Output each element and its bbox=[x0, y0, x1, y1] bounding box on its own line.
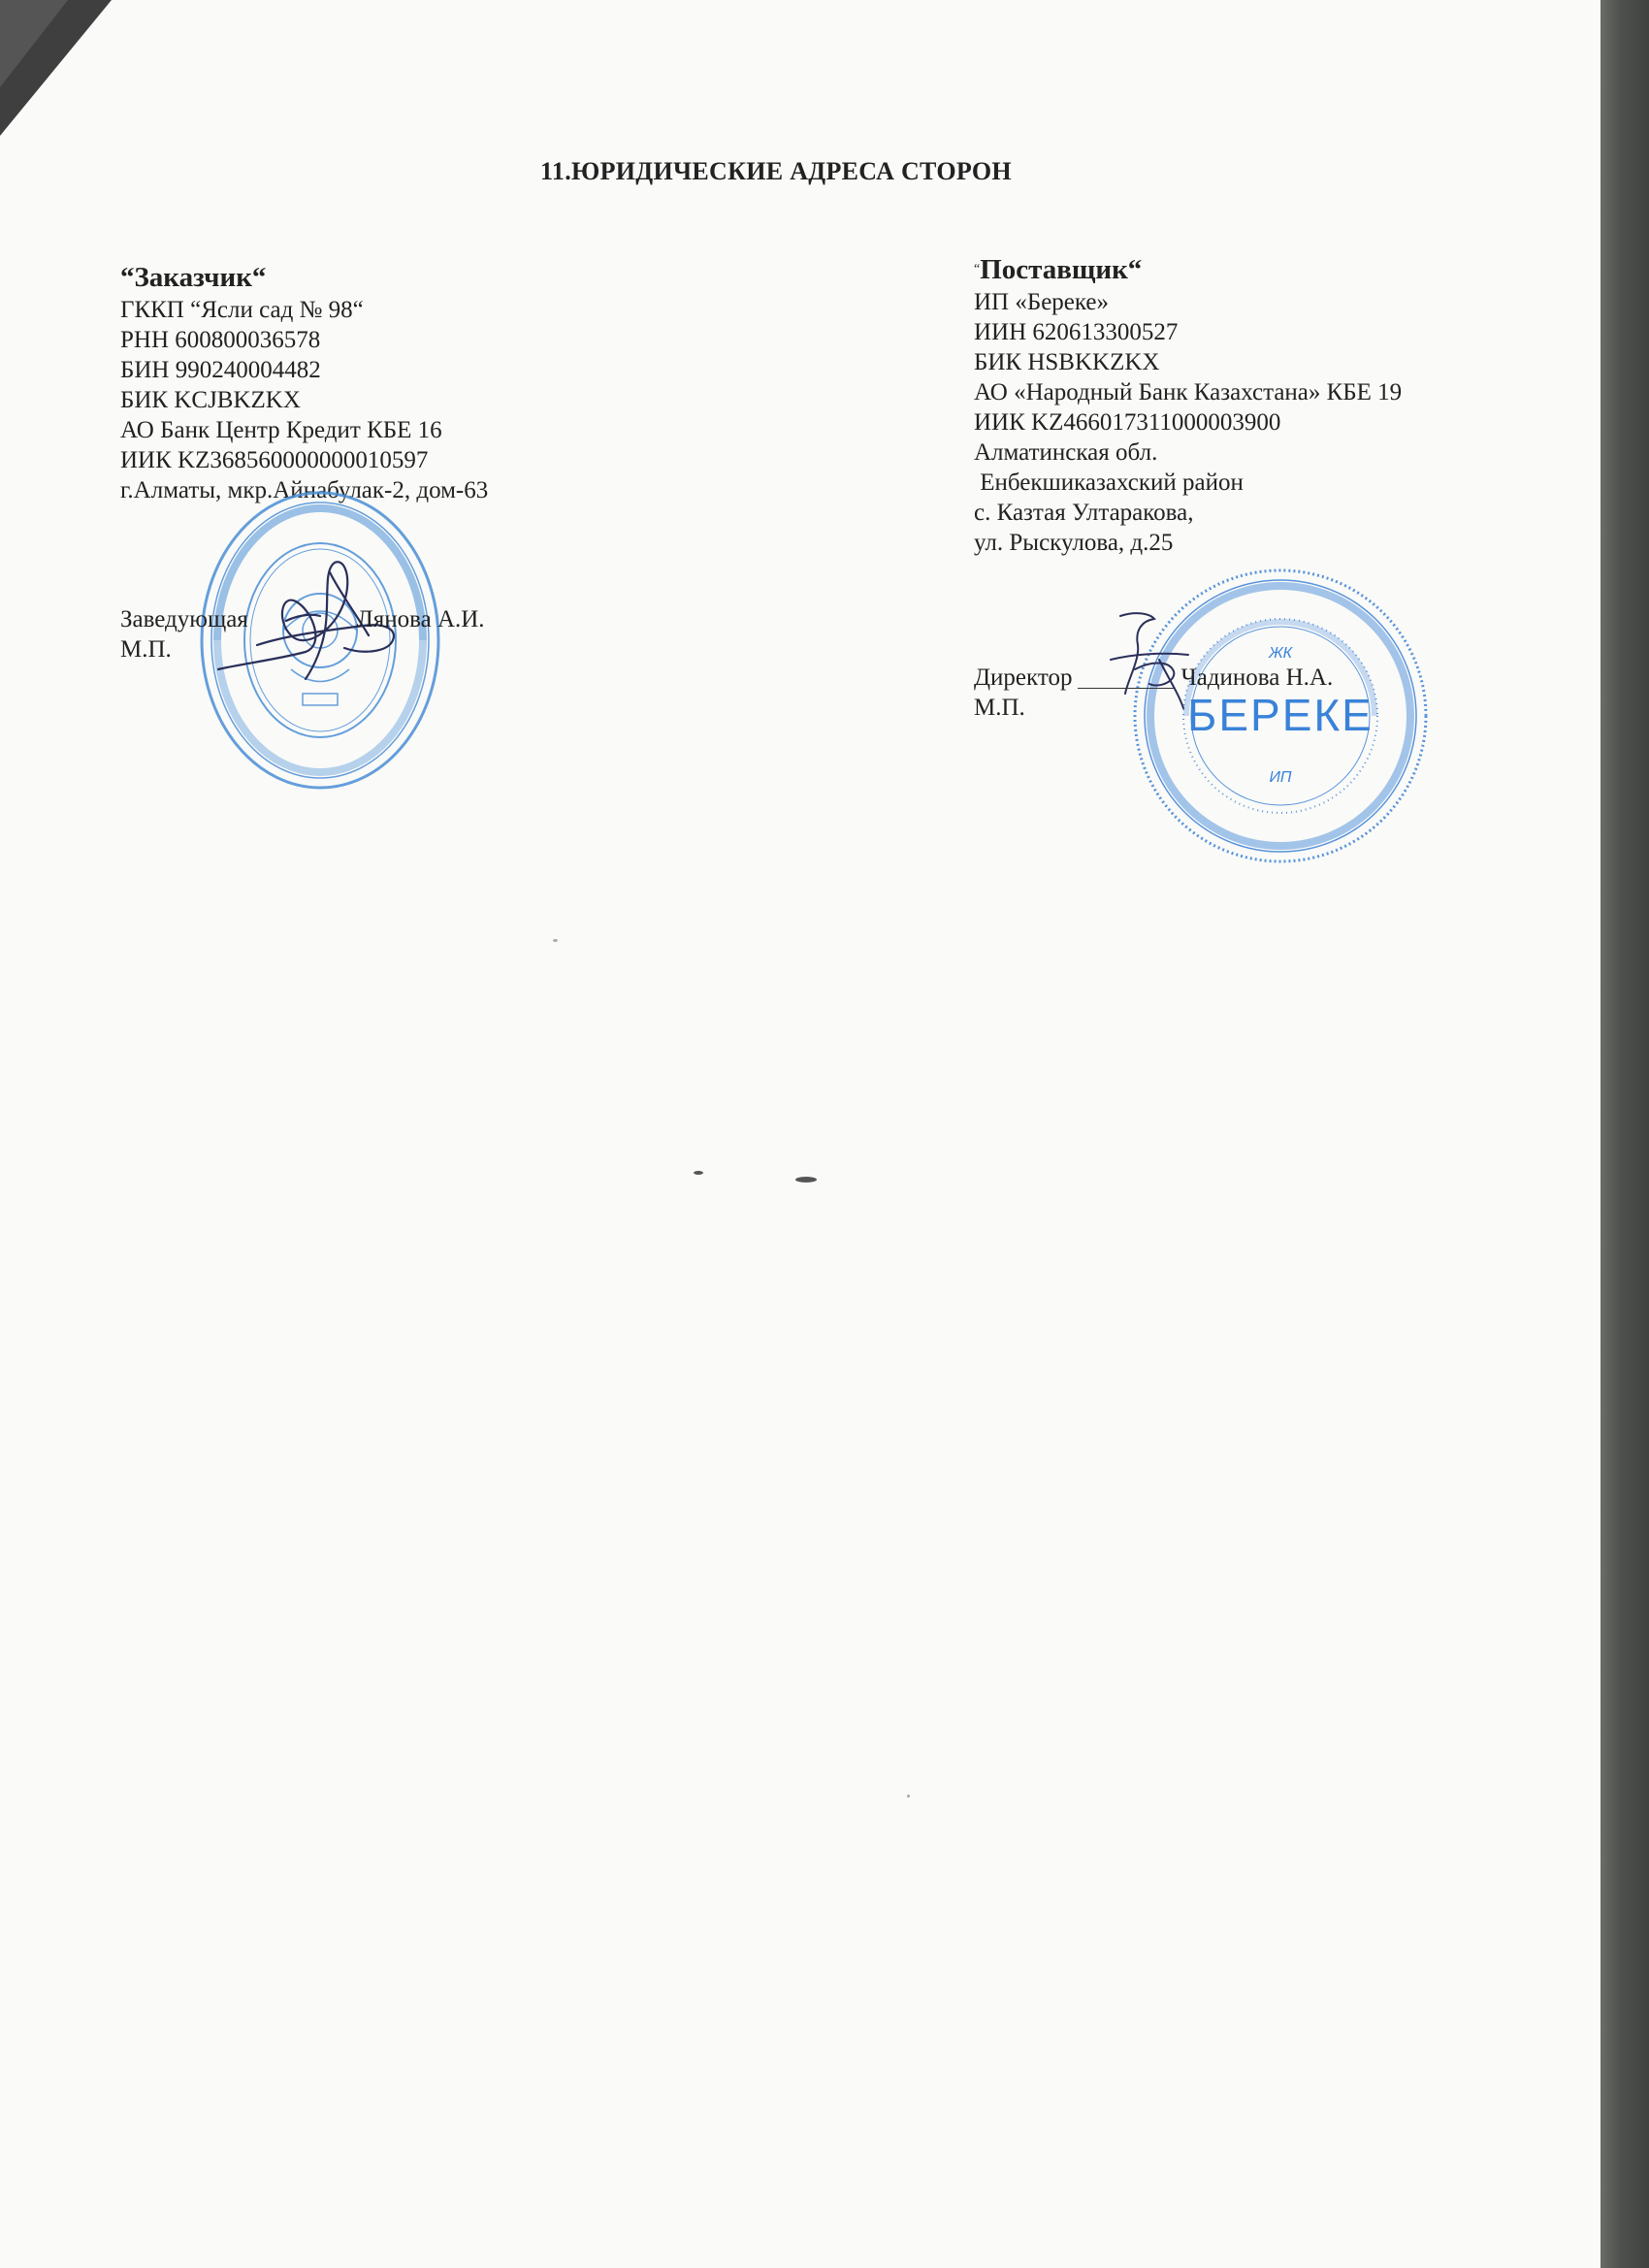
scan-speck bbox=[694, 1171, 703, 1175]
supplier-seal-bottom-text: ИП bbox=[1269, 769, 1292, 786]
scan-speck bbox=[795, 1177, 817, 1183]
customer-bank-line: АО Банк Центр Кредит КБЕ 16 bbox=[120, 417, 442, 443]
customer-seal-label: М.П. bbox=[120, 636, 172, 663]
supplier-heading-mark: “ bbox=[974, 262, 981, 276]
customer-signatory-title: Заведующая bbox=[120, 606, 248, 632]
supplier-details bbox=[974, 252, 1402, 558]
supplier-seal-center-text: БЕРЕКЕ bbox=[1187, 690, 1374, 740]
scan-speck bbox=[553, 939, 558, 942]
supplier-bik-line: БИК HSBKKZKX bbox=[974, 349, 1160, 375]
supplier-org-line: ИП «Береке» bbox=[974, 289, 1110, 315]
supplier-heading-text: Поставщик“ bbox=[980, 254, 1143, 285]
supplier-village-line: с. Казтая Ултаракова, bbox=[974, 500, 1194, 526]
supplier-seal-label: М.П. bbox=[974, 695, 1025, 721]
customer-bin-line: БИН 990240004482 bbox=[120, 357, 321, 383]
supplier-street-line: ул. Рыскулова, д.25 bbox=[974, 530, 1174, 556]
supplier-region-line: Алматинская обл. bbox=[974, 439, 1158, 466]
supplier-signature-block bbox=[974, 663, 1333, 723]
customer-heading: “Заказчик“ bbox=[120, 262, 267, 293]
scan-edge-shadow bbox=[1600, 0, 1649, 2268]
customer-org-line: ГККП “Ясли сад № 98“ bbox=[120, 297, 364, 323]
supplier-iik-line: ИИК KZ466017311000003900 bbox=[974, 409, 1281, 436]
supplier-signature-line bbox=[1078, 663, 1175, 689]
customer-signature-space bbox=[254, 604, 351, 634]
scan-speck bbox=[907, 1795, 910, 1798]
supplier-district-line: Енбекшиказахский район bbox=[974, 470, 1244, 496]
supplier-signatory-title: Директор bbox=[974, 664, 1073, 691]
supplier-bank-line: АО «Народный Банк Казахстана» КБЕ 19 bbox=[974, 379, 1403, 405]
supplier-heading bbox=[974, 252, 1402, 287]
page-corner-fold bbox=[0, 0, 68, 87]
supplier-signatory-name: Чадинова Н.А. bbox=[1180, 664, 1334, 691]
customer-address-line: г.Алматы, мкр.Айнабулак-2, дом-63 bbox=[120, 477, 489, 503]
customer-signature-block bbox=[120, 604, 485, 664]
customer-bik-line: БИК KCJBKZKX bbox=[120, 387, 301, 413]
page-title: 11.ЮРИДИЧЕСКИЕ АДРЕСА СТОРОН bbox=[540, 157, 1012, 185]
customer-iik-line: ИИК KZ368560000000010597 bbox=[120, 447, 429, 473]
customer-signatory-name: Лянова А.И. bbox=[356, 606, 485, 632]
supplier-seal-top-text: ЖК bbox=[1268, 645, 1293, 662]
customer-rnn-line: РНН 600800036578 bbox=[120, 327, 321, 353]
customer-details bbox=[120, 260, 488, 505]
supplier-iin-line: ИИН 620613300527 bbox=[974, 319, 1179, 345]
